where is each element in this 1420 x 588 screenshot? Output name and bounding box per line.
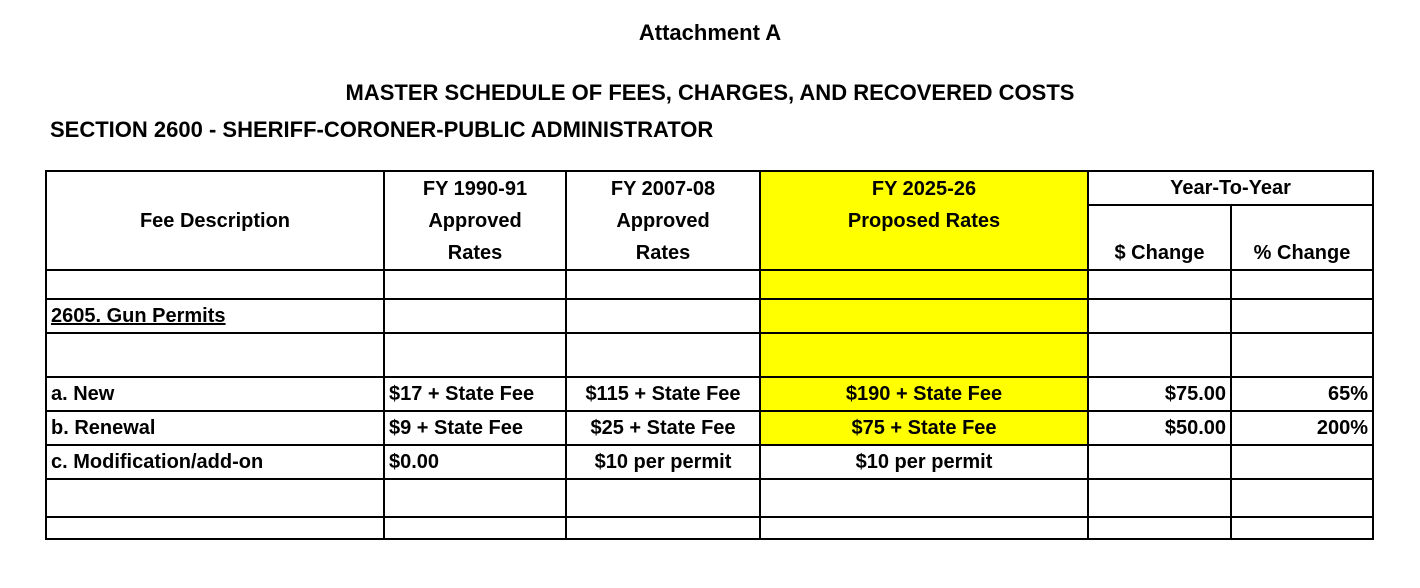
table-row: [46, 517, 1373, 539]
fy2025-rate: $10 per permit: [760, 445, 1088, 479]
section-heading-gun-permits: 2605. Gun Permits: [51, 304, 226, 327]
table-row: [46, 270, 1373, 299]
table-row: [46, 299, 1373, 333]
col-header-fy2025-line1: FY 2025-26: [760, 171, 1088, 205]
section-title: SECTION 2600 - SHERIFF-CORONER-PUBLIC ADMINISTRATOR: [50, 117, 714, 142]
col-header-fy1990-line1: FY 1990-91: [384, 171, 566, 205]
fy1990-rate: $0.00: [384, 445, 566, 479]
fee-description: c. Modification/add-on: [46, 445, 384, 479]
fy1990-rate: $9 + State Fee: [384, 411, 566, 445]
fy2007-rate: $10 per permit: [566, 445, 760, 479]
fy2025-rate: $75 + State Fee: [760, 411, 1088, 445]
col-header-fy1990-line3: Rates: [384, 237, 566, 270]
pct-change: 200%: [1231, 411, 1373, 445]
col-header-pct-change: % Change: [1231, 237, 1373, 270]
col-header-fee-description: Fee Description: [46, 171, 384, 270]
fee-table: [45, 170, 1374, 540]
pct-change: 65%: [1231, 377, 1373, 411]
table-row: [46, 411, 1373, 445]
dollar-change: [1088, 445, 1231, 479]
fy2007-rate: $25 + State Fee: [566, 411, 760, 445]
col-header-fy1990-line2: Approved: [384, 205, 566, 237]
col-header-fy2007-line3: Rates: [566, 237, 760, 270]
table-row: [46, 479, 1373, 517]
col-header-fy2025-line2: Proposed Rates: [760, 205, 1088, 237]
dollar-change: $75.00: [1088, 377, 1231, 411]
col-header-dollar-change: $ Change: [1088, 237, 1231, 270]
pct-change: [1231, 445, 1373, 479]
col-header-fy2007-line2: Approved: [566, 205, 760, 237]
table-row: [46, 333, 1373, 377]
attachment-label: Attachment A: [638, 20, 782, 45]
col-header-year-to-year: Year-To-Year: [1088, 171, 1373, 205]
fy2025-rate: $190 + State Fee: [760, 377, 1088, 411]
fee-description: b. Renewal: [46, 411, 384, 445]
col-header-fy2007-line1: FY 2007-08: [566, 171, 760, 205]
fee-description: a. New: [46, 377, 384, 411]
fy1990-rate: $17 + State Fee: [384, 377, 566, 411]
dollar-change: $50.00: [1088, 411, 1231, 445]
fy2007-rate: $115 + State Fee: [566, 377, 760, 411]
table-row: [46, 377, 1373, 411]
schedule-title: MASTER SCHEDULE OF FEES, CHARGES, AND RECOVERED COSTS: [345, 80, 1075, 105]
table-row: [46, 445, 1373, 479]
